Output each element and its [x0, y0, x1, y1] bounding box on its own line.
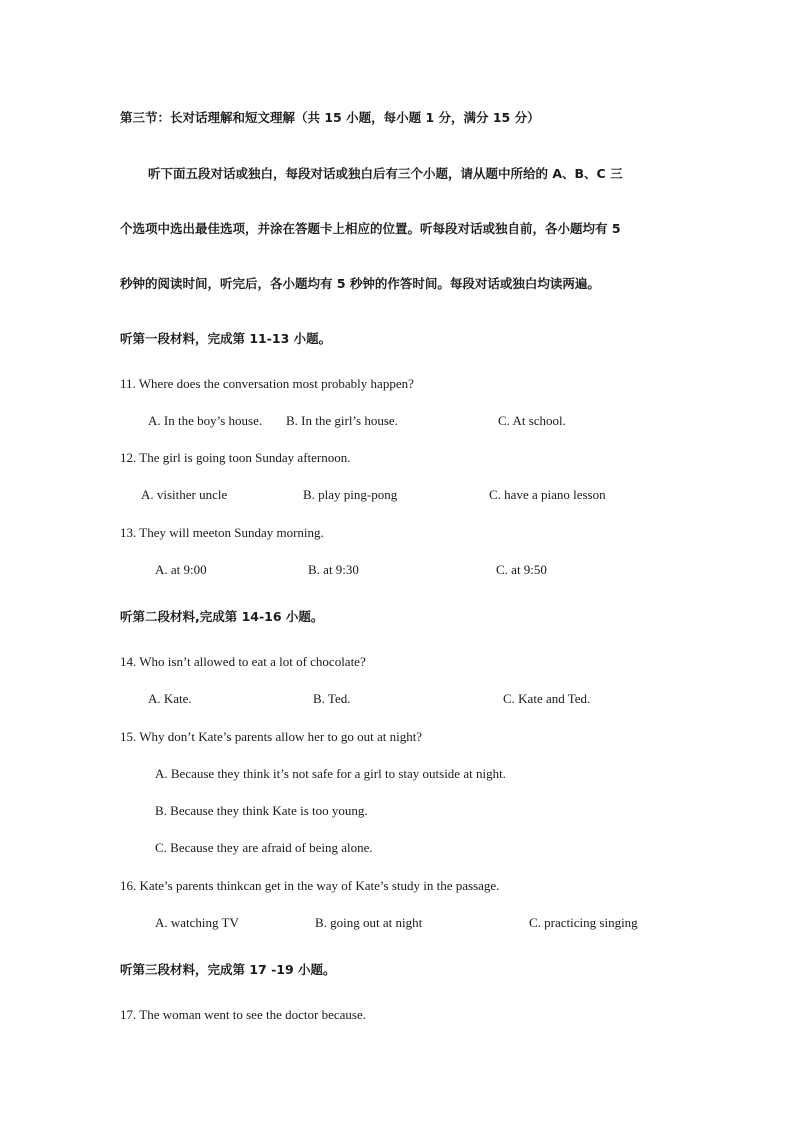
instruction-line-3: 秒钟的阅读时间，听完后，各小题均有 5 秒钟的作答时间。每段对话或独白均读两遍。: [120, 276, 600, 291]
question-13-option-b: B. at 9:30: [308, 562, 359, 577]
question-14-option-c: C. Kate and Ted.: [503, 691, 591, 706]
part-2-heading: 听第二段材料,完成第 14-16 小题。: [120, 609, 324, 624]
question-16-stem: 16. Kate’s parents thinkcan get in the way of Kate’s study in the passage.: [120, 878, 500, 893]
instruction-line-1: 听下面五段对话或独白，每段对话或独白后有三个小题，请从题中所给的 A、B、C 三: [148, 166, 623, 181]
question-14-option-a: A. Kate.: [148, 691, 192, 706]
question-14-stem: 14. Who isn’t allowed to eat a lot of chocolate?: [120, 654, 366, 669]
question-16-option-a: A. watching TV: [155, 915, 239, 930]
question-15-option-b: B. Because they think Kate is too young.: [155, 803, 368, 818]
question-14-option-b: B. Ted.: [313, 691, 351, 706]
question-12-stem: 12. The girl is going toon Sunday afternoon.: [120, 450, 351, 465]
part-3-heading: 听第三段材料，完成第 17 -19 小题。: [120, 962, 336, 977]
instruction-line-2: 个选项中选出最佳选项，并涂在答题卡上相应的位置。听每段对话或独自前，各小题均有 5: [120, 221, 621, 236]
question-11-option-c: C. At school.: [498, 413, 566, 428]
question-13-stem: 13. They will meeton Sunday morning.: [120, 525, 324, 540]
question-12-option-c: C. have a piano lesson: [489, 487, 606, 502]
question-15-option-a: A. Because they think it’s not safe for a girl to stay outside at night.: [155, 766, 506, 781]
question-11-stem: 11. Where does the conversation most probably happen?: [120, 376, 414, 391]
question-13-option-a: A. at 9:00: [155, 562, 207, 577]
question-12-option-b: B. play ping-pong: [303, 487, 398, 502]
question-17-stem: 17. The woman went to see the doctor because.: [120, 1007, 366, 1022]
question-16-option-b: B. going out at night: [315, 915, 423, 930]
part-1-heading: 听第一段材料，完成第 11-13 小题。: [120, 331, 332, 346]
section-heading: 第三节：长对话理解和短文理解（共 15 小题，每小题 1 分，满分 15 分）: [120, 110, 540, 125]
question-11-option-a: A. In the boy’s house.: [148, 413, 263, 428]
question-13-option-c: C. at 9:50: [496, 562, 547, 577]
question-15-stem: 15. Why don’t Kate’s parents allow her to go out at night?: [120, 729, 423, 744]
question-16-option-c: C. practicing singing: [529, 915, 638, 930]
question-12-option-a: A. visither uncle: [141, 487, 228, 502]
question-11-option-b: B. In the girl’s house.: [286, 413, 398, 428]
question-15-option-c: C. Because they are afraid of being alone.: [155, 840, 373, 855]
